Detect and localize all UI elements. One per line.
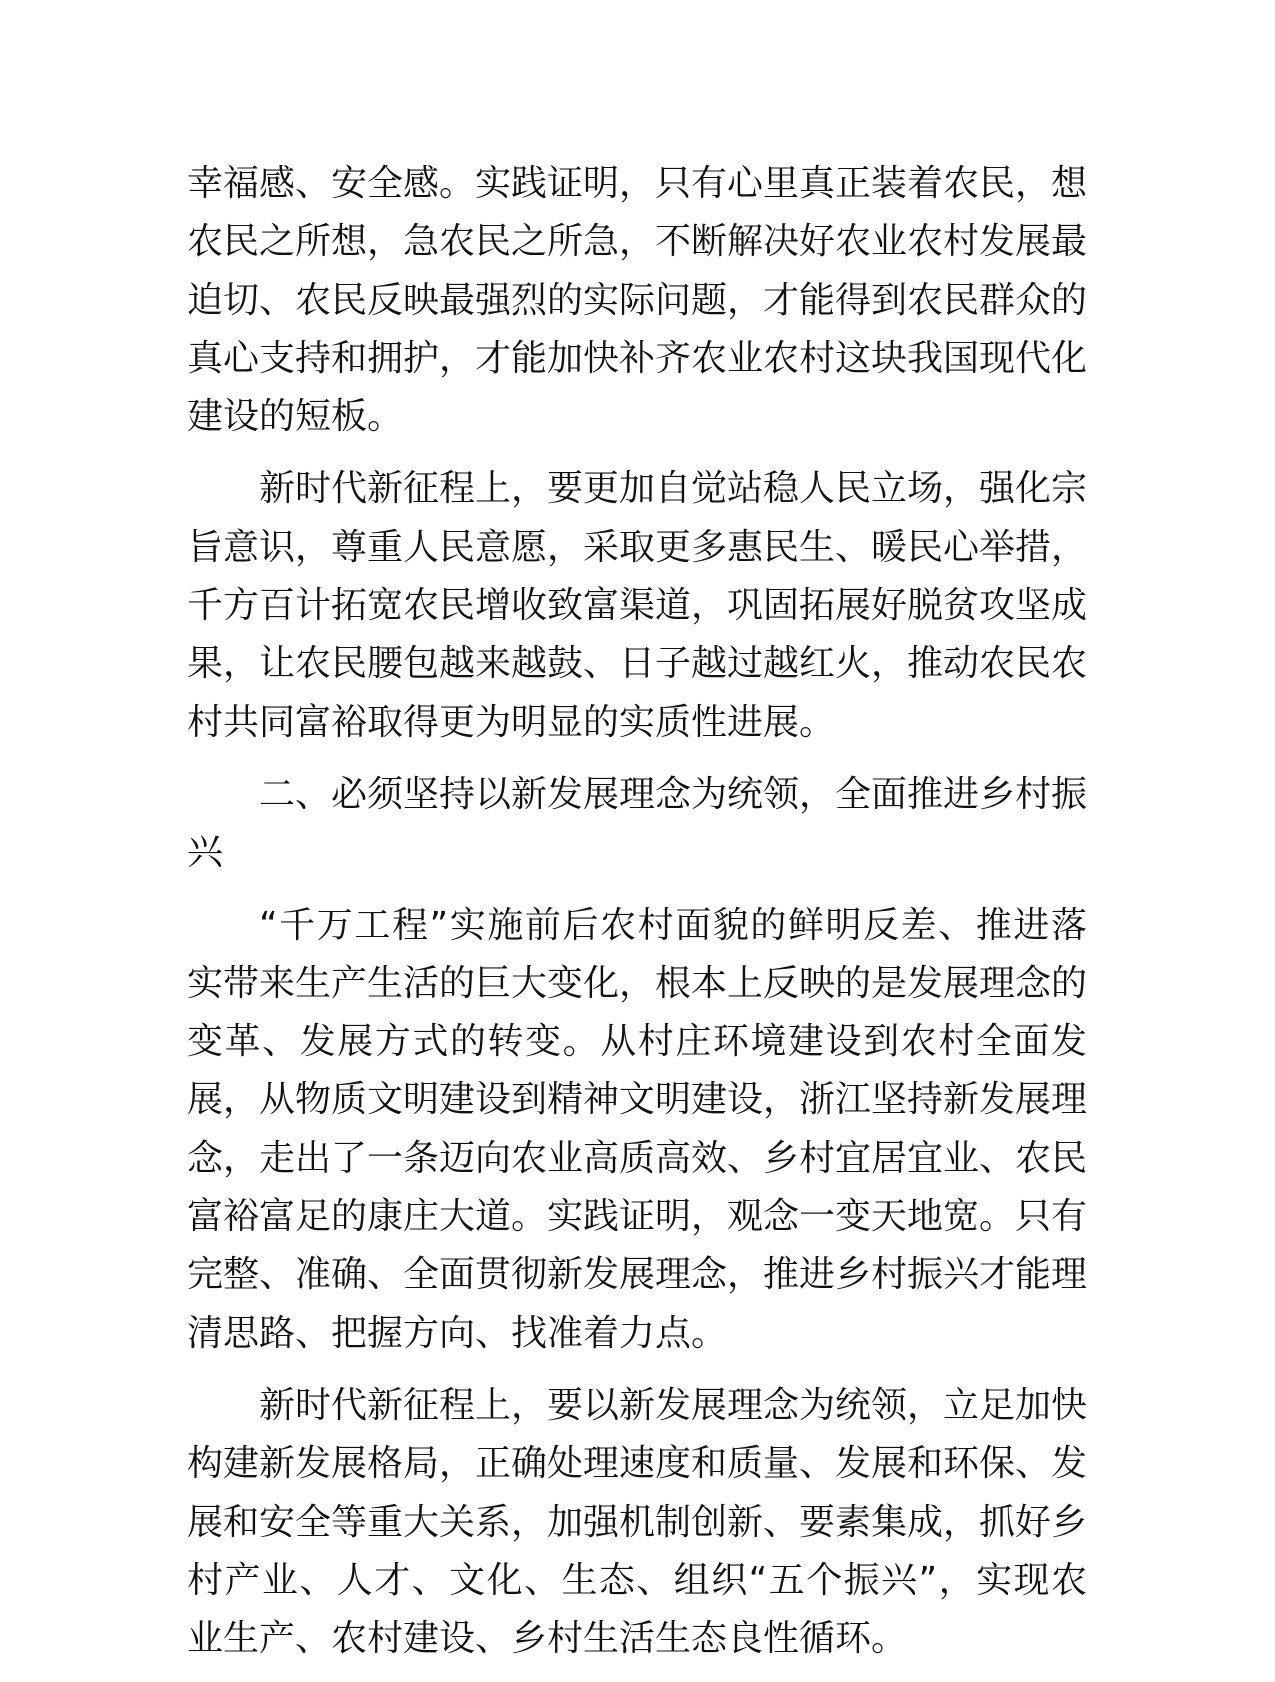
paragraph-body: 新时代新征程上，要以新发展理念为统领，立足加快构建新发展格局，正确处理速度和质量、发展和环保、发展和安全等重大关系，加强机制创新、要素集成，抓好乡村产业、人才、文化、生态、组织“五个振兴”，实现农业生产、农村建设、乡村生活生态良性循环。: [187, 1384, 1088, 1660]
paragraph-body: 新时代新征程上，要更加自觉站稳人民立场，强化宗旨意识，尊重人民意愿，采取更多惠民生、暖民心举措，千方百计拓宽农民增收致富渠道，巩固拓展好脱贫攻坚成果，让农民腰包越来越鼓、日子越过越红火，推动农民农村共同富裕取得更为明显的实质性进展。: [187, 468, 1088, 743]
section-heading: 二、必须坚持以新发展理念为统领，全面推进乡村振兴: [187, 773, 1088, 874]
paragraph-body: “千万工程”实施前后农村面貌的鲜明反差、推进落实带来生产生活的巨大变化，根本上反映的是发展理念的变革、发展方式的转变。从村庄环境建设到农村全面发展，从物质文明建设到精神文明建设，浙江坚持新发展理念，走出了一条迈向农业高质高效、乡村宜居宜业、农民富裕富足的康庄大道。实践证明，观念一变天地宽。只有完整、准确、全面贯彻新发展理念，推进乡村振兴才能理清思路、把握方向、找准着力点。: [187, 904, 1088, 1354]
document-body: [187, 155, 1087, 1682]
paragraph-continuation: 幸福感、安全感。实践证明，只有心里真正装着农民，想农民之所想，急农民之所急，不断解决好农业农村发展最迫切、农民反映最强烈的实际问题，才能得到农民群众的真心支持和拥护，才能加快补齐农业农村这块我国现代化建设的短板。: [187, 163, 1088, 438]
